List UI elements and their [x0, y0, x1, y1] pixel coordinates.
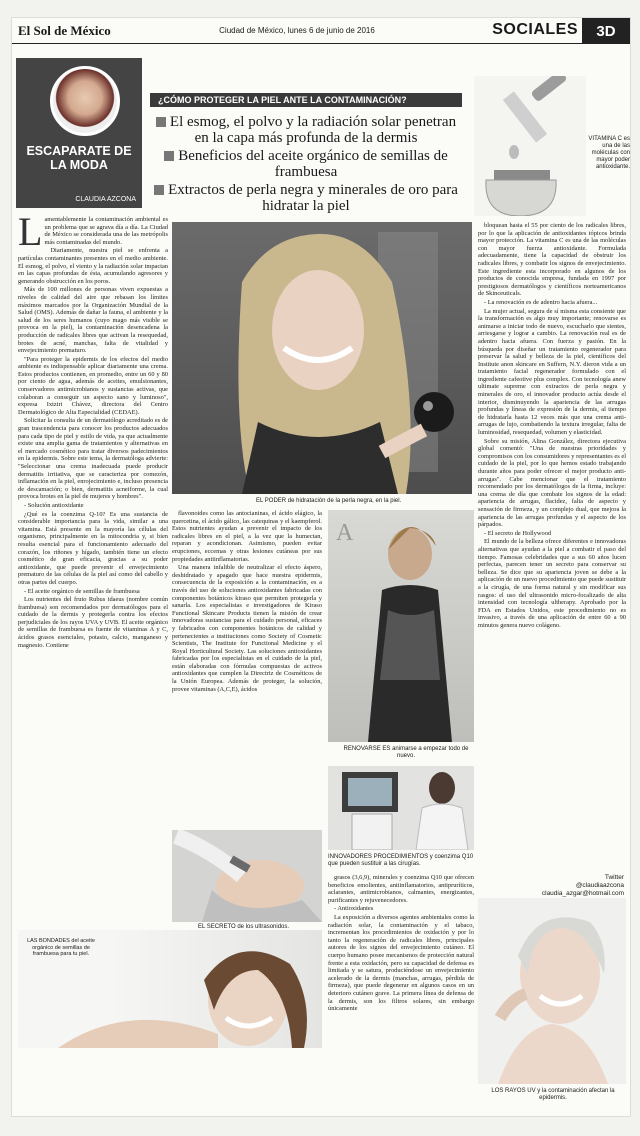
machine-photo-caption: INNOVADORES PROCEDIMIENTOS y coenzima Q10 que pueden sustituir a las cirugías.: [328, 854, 474, 867]
newspaper-logo: El Sol de México: [18, 22, 111, 38]
article-column-3: bloquean hasta el 55 por ciento de los radicales libres, por lo que la aplicación de antioxidantes tópicos brinda mayor protección. La vitamina C es una de las moléculas con mayor fuerza antioxidante. Formulada adecuadamente, tiene la capacidad de obstruir los radicales libres, y combatir los signos de envejecimiento. Este ingrediente esta incorporado en algunos de los productos de conocida empresa, fundada en 1997 por prestigiosos dermatólogos y científicos norteamericanos de Skinceuticals. - La renovación es de adentro hacia afuera... La mujer actual, segura de sí misma esta consiente que la transformación es algo muy importante; renovarse es animarse a iniciar todo de nuevo, escucharlo que sientes, arriesgarse y lograr a cambio. La renovación real es de adentro hacia afuera. Con fuerza y pasión. En la búsqueda por diseñar un tratamiento regenerador para preservar la salud y belleza de la piel, científicos del Institute anon skincare en Suffern, N.Y. dieron vida a un tratamiento facial regenerador formulado con el ingrediente cafeotive plus complex. Con tecnología anew ultimate supreme con extractos de perla negra y minerales de oro, el innovador producto actúa desde el interior, disminuyendo la apariencia de las arrugas profundas y líneas de expresión de la dermis, al tiempo de hidratarla hasta 12 veces más que una crema anti-arrugas de lujo, combatiendo la textura irregular, falta de luminosidad, resequedad, volumen y elasticidad. Sobre su misión, Alina González, directora ejecutiva global comentó: "Una de nuestras prioridades y compromisos con los consumidores y representantes es el cuidado de la piel, por lo que hemos estado trabajando durante años para poder ofrecer el mejor producto anti-arrugas". Cabe mencionar que el tratamiento recomendado por los dermatólogos de la firma, incluye: una crema de día que combate los signos de la edad: apariencia de arrugas, flacidez, falta de aspecto y sensación de firmeza, y un complejo dual, que mejora la apariencia de las arrugas profundas y el aspecto de los párpados. - El secreto de Hollywood El mundo de la belleza ofrece diferentes e innovadoras alternativas que ayudan a la piel a combatir el paso del tiempo. Famosas celebridades que a sus 60 años lucen perfectas, parecen tener un secreto para conservar su belleza. Se dice que su apariencia joven se debe a la aplicación de un nuevo procedimiento que puede sustituir a la cirugía, de una forma natural y sin modificar sus rasgos: el uso del ultrasonido micro-focalizado de alta intensidad con tecnología ultherapy. Aprobado por la FDA en Estados Unidos, este procedimiento no es invasivo, a través de una aplicación de entre 60 a 90 minutos genera nuevo colágeno.: [478, 222, 626, 629]
author-signature: [476, 874, 624, 898]
article-column-2: flavonoides como las antocianinas, el ácido elágico, la quercetina, el ácido gálico, las catequinas y el kaempferol. Estos nutrientes ayudan a prevenir el impacto de los radicales libres en el piel, a la vez que la humectan, reparan y acondicionan. Asimismo, pueden evitar erupciones, eccemas y otras lesiones cutáneas por sus propiedades antiinflamatorias. Una manera infalible de neutralizar el efecto áspero, deshidratado y apagado que hace nuestra epidermis, consecuencia de la exposición a la contaminación, es a través del uso de soluciones antioxidantes fabricadas con componentes botánicos kiraso que permiten protegerla y sanarla. Los especialistas e investigadores de Kiraso Functional Skincare Products tienen la misión de crear innovadoras sustancias para el cuidado personal, eficaces y fabricados con componentes botánicos de calidad y pertenecientes a instituciones como Society of Cosmetic Scientists, The Institute for Functional Medicine y el Royal Horticultural Society. Las soluciones antioxidantes fabricadas por los especialistas en el cuidado de la piel, están elaboradas con fórmulas compuestas de activos antioxidantes que cumplen la Directriz de Cosméticos de la Unión Europea. Además de proteger, la solución, provee vitaminas (A,C,E), ácidos: [172, 510, 322, 693]
drop-cap: L: [18, 216, 43, 254]
square-bullet-icon: [164, 151, 174, 161]
headline-3: Extractos de perla negra y minerales de oro para hidratar la piel: [150, 182, 462, 214]
page-number: 3D: [582, 18, 630, 44]
svg-text:A: A: [336, 520, 354, 546]
author-portrait: [50, 66, 120, 136]
treatment-machine-photo: [328, 766, 474, 850]
sunscreen-woman-photo: [478, 898, 626, 1084]
twitter-handle[interactable]: @claudiaazcona: [575, 882, 624, 889]
article-headlines: [150, 114, 462, 216]
column-author: CLAUDIA AZCONA: [75, 196, 136, 203]
headline-1: El esmog, el polvo y la radiación solar penetran en la capa más profunda de la dermis: [150, 114, 462, 146]
article-kicker: ¿CÓMO PROTEGER LA PIEL ANTE LA CONTAMINACIÓN?: [150, 93, 462, 107]
square-bullet-icon: [154, 185, 164, 195]
raspberry-photo-caption: LAS BONDADES del aceite orgánico de semillas de frambuesa para tu piel.: [27, 938, 95, 957]
article-column-2b: grasos (3,6,9), minerales y coenzima Q10 que ofrecen beneficios emolientes, antiinflamatorios, antipruríticos, aclarantes, antimicrobianos, calmantes, energizantes, purificantes y rejuvenecedores. - Antioxidantes La exposición a diversos agentes ambientales como la radiación solar, la contaminación y el tabaco, incrementan los procedimientos de oxidación y por lo tanto la regeneración de radicales libres, principales autores de los signos del envejecimiento cutáneo. El cuerpo humano posee mecanismos de protección natural frente a esta oxidación, pero su capacidad de defensa es limitada y se satura, produciéndose un envejecimiento acelerado de la dermis (manchas, arrugas, pérdida de firmeza), que puede degenerar en algunos casos en un deterioro cutáneo grave. La primera línea de defensa de la dermis, son los filtros solares, sin embargo únicamente: [328, 874, 474, 1013]
vitamin-vial-photo: [474, 76, 586, 216]
dateline: Ciudad de México, lunes 6 de junio de 2016: [219, 26, 375, 35]
dress-model-photo: [328, 510, 474, 742]
article-column-1: L amentablemente la contaminación ambiental es un problema que se agrava día a día. La Ciudad de México se considerada una de las metrópolis más contaminadas del mundo. Diariamente, nuestra piel se enfrenta a partículas contaminantes presentes en el medio ambiente. El esmog, el polvo, el viento y la radiación solar impactan en las capas profundas de ésta, acumulando agresores y generando obstrucción en los poros. Más de 100 millones de personas viven expuestas a niveles de calidad del aire que rebasan los límites máximos marcados por la Organización Mundial de la Salud (OMS). Además de dañar la fauna, el ambiente y la salud de los seres humanos (cuyo mago más visible se provoca en la piel), la contaminación desencadena la producción de radicales libres que activan la resequedad, brotes de acné, manchas, falta de vitalidad y envejecimiento prematuro. "Para proteger la epidermis de los efectos del medio ambiente es indispensable aplicar diariamente una crema. Estos productos contienen, en promedio, entre un 60 y 80 por ciento de agua, además de aceites, emulsionantes, conservadores antimicrobianos y sustancias activas, que colaboran a conseguir un aspecto sano y luminoso", expresa Ixtziri Chávez, directora del Centro Dermatológico de Alta Especialidad (CEDAE). Solicitar la consulta de un dermatólogo acreditado es de gran trascendencia para conocer los productos adecuados para cada tipo de piel y estilo de vida, ya que actualmente existe una amplia gama de tratamientos y alternativas en el mercado cosmético para tratar diversos padecimientos en la epidermis. Sobre este tema, la dermatóloga advierte: "Seleccionar una crema inadecuada puede producir dermatitis irritativa, que se caracteriza por comezón, inflamación en la piel, enrojecimiento e, incluso presencia de descamación; o bien, dermatitis acneiforme, la cual provoca brotes en la piel de mujeres y hombres". - Solución antioxidante ¿Qué es la coenzima Q-10? Es una sustancia de considerable importancia para la vida, similar a una vitamina. Está presente en la mayoría las células del organismo, principalmente en la mitocondria y, si bien resulta esencial para el funcionamiento adecuado del corazón, los riñones y hígado, también tiene un efecto cosmético de gran eficacia, gracias a su poder antioxidante, que puede prevenir el envejecimiento prematuro de las células de la piel así como del cabello y otras partes del cuerpo. - El aceite orgánico de semillas de frambuesa Los nutrientes del fruto Rubus idaeus (nombre común frambuesa) son recomendados por dermatólogos para el cuidado de la dermis y protegerla contra los efectos perjudiciales de los rayos UVA y UVB. El aceite orgánico de semillas de frambuesa es fuente de vitaminas A y C, ácidos grasos esenciales, potasio, calcio, manganeso y magnesio. Contiene: [18, 216, 168, 649]
main-portrait-photo: [172, 222, 472, 494]
twitter-label: Twitter: [604, 874, 624, 881]
vial-caption: VITAMINA C es una de las moléculas con mayor poder antioxidante.: [588, 136, 630, 170]
column-name: ESCAPARATE DE LA MODA: [26, 144, 132, 172]
column-badge: [16, 58, 142, 208]
square-bullet-icon: [156, 117, 166, 127]
newspaper-page: [12, 18, 630, 1116]
uv-photo-caption: LOS RAYOS UV y la contaminación afectan la epidermis.: [491, 1088, 615, 1101]
masthead: [12, 18, 630, 44]
main-photo-caption: EL PODER de hidratación de la perla negra, en la piel.: [256, 498, 402, 504]
facial-treatment-photo: [172, 830, 322, 922]
dress-photo-caption: RENOVARSE ES animarse a empezar todo de nuevo.: [343, 746, 469, 759]
section-title: SOCIALES: [492, 21, 578, 38]
author-email[interactable]: claudia_azgar@hotmail.com: [541, 890, 624, 897]
headline-2: Beneficios del aceite orgánico de semillas de frambuesa: [150, 148, 462, 180]
facial-photo-caption: EL SECRETO de los ultrasonidos.: [198, 924, 290, 930]
